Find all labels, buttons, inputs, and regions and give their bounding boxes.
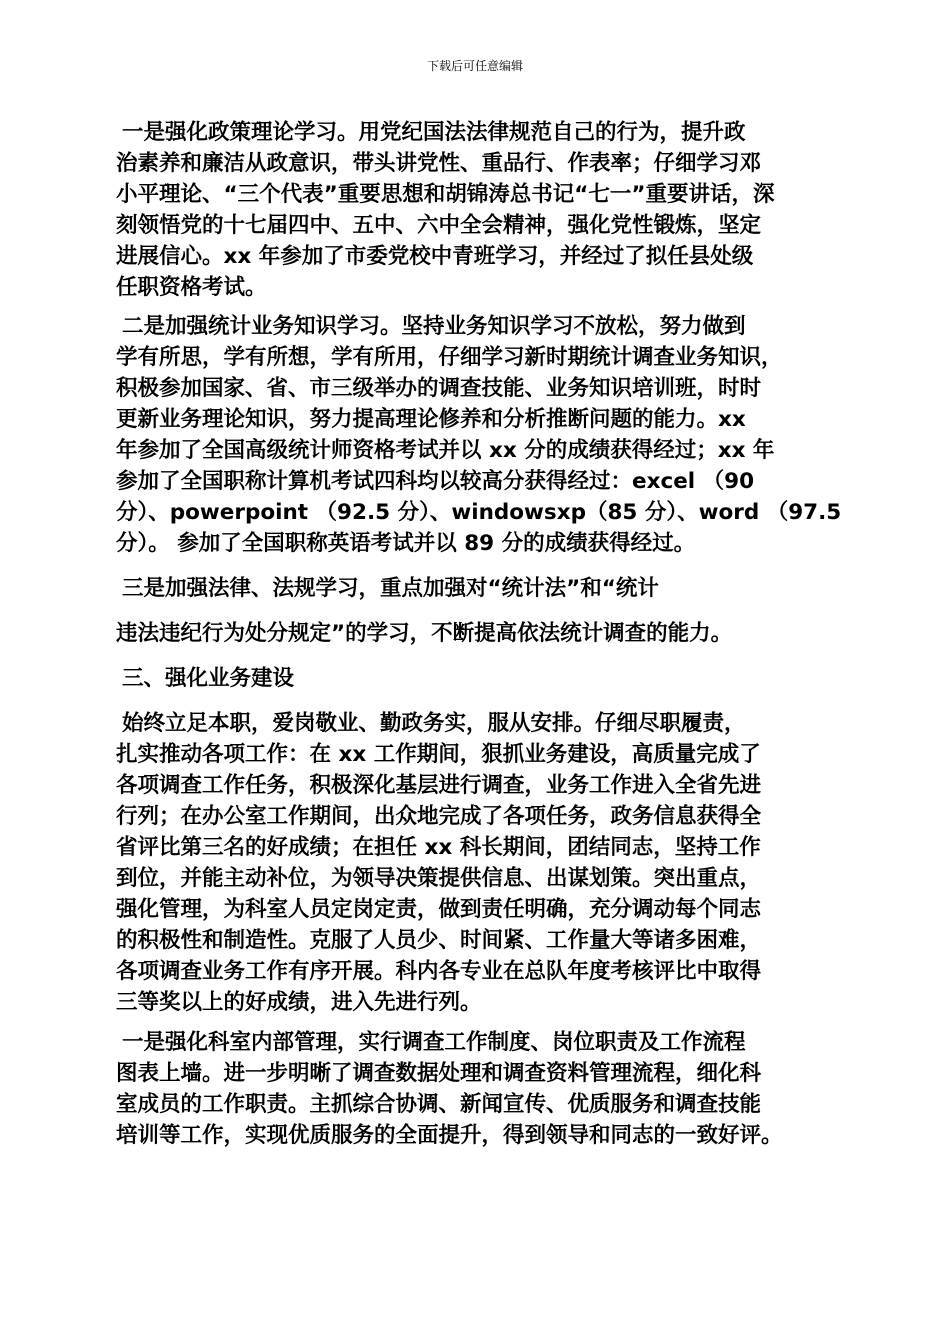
text-line: 培训等工作，实现优质服务的全面提升，得到领导和同志的一致好评。 bbox=[116, 1123, 783, 1148]
text-line: 各项调查业务工作有序开展。科内各专业在总队年度考核评比中取得 bbox=[116, 959, 762, 984]
text-line: 室成员的工作职责。主抓综合协调、新闻宣传、优质服务和调查技能 bbox=[116, 1092, 762, 1117]
text-line: 小平理论、“三个代表”重要思想和胡锦涛总书记“七一”重要讲话，深 bbox=[116, 182, 775, 207]
text-line: 三是加强法律、法规学习，重点加强对“统计法”和“统计 bbox=[122, 576, 659, 601]
paragraph-policy-study bbox=[116, 117, 854, 303]
text-line: 进展信心。xx 年参加了市委党校中青班学习，并经过了拟任县处级 bbox=[116, 244, 754, 269]
text-line: 三等奖以上的好成绩，进入先进行列。 bbox=[116, 990, 482, 1015]
text-line: 任职资格考试。 bbox=[116, 275, 267, 300]
text-line: 分）。 参加了全国职称英语考试并以 89 分的成绩获得经过。 bbox=[116, 531, 696, 556]
text-line: 更新业务理论知识，努力提高理论修养和分析推断问题的能力。xx bbox=[116, 407, 746, 432]
text-line: 强化管理，为科室人员定岗定责，做到责任明确，充分调动每个同志 bbox=[116, 897, 762, 922]
paragraph-law-study bbox=[116, 573, 854, 604]
heading-text: 三、强化业务建设 bbox=[122, 666, 295, 691]
document-body bbox=[116, 117, 854, 1151]
text-line: 参加了全国职称计算机考试四科均以较高分获得经过：excel （90 bbox=[116, 469, 755, 494]
paragraph-law-study-continued bbox=[116, 618, 854, 649]
text-line: 积极参加国家、省、市三级举办的调查技能、业务知识培训班，时时 bbox=[116, 376, 762, 401]
section-heading bbox=[116, 663, 854, 694]
text-line: 分）、powerpoint （92.5 分）、windowsxp（85 分）、word （97.5 bbox=[116, 500, 842, 525]
text-line: 始终立足本职，爱岗敬业、勤政务实，服从安排。仔细尽职履责， bbox=[122, 711, 746, 736]
text-line: 行列；在办公室工作期间，出众地完成了各项任务，政务信息获得全 bbox=[116, 804, 762, 829]
text-line: 二是加强统计业务知识学习。坚持业务知识学习不放松，努力做到 bbox=[122, 314, 746, 339]
text-line: 年参加了全国高级统计师资格考试并以 xx 分的成绩获得经过；xx 年 bbox=[116, 438, 775, 463]
text-line: 各项调查工作任务，积极深化基层进行调查，业务工作进入全省先进 bbox=[116, 773, 762, 798]
text-line: 刻领悟党的十七届四中、五中、六中全会精神，强化党性锻炼，坚定 bbox=[116, 213, 762, 238]
text-line: 一是强化科室内部管理，实行调查工作制度、岗位职责及工作流程 bbox=[122, 1030, 746, 1055]
page-header: 下载后可任意编辑 bbox=[426, 59, 523, 73]
paragraph-internal-management bbox=[116, 1027, 854, 1151]
text-line: 到位，并能主动补位，为领导决策提供信息、出谋划策。突出重点， bbox=[116, 866, 762, 891]
text-line: 扎实推动各项工作：在 xx 工作期间，狠抓业务建设，高质量完成了 bbox=[116, 742, 761, 767]
text-line: 治素养和廉洁从政意识，带头讲党性、重品行、作表率；仔细学习邓 bbox=[116, 151, 762, 176]
text-line: 图表上墙。进一步明晰了调查数据处理和调查资料管理流程，细化科 bbox=[116, 1061, 762, 1086]
paragraph-statistics-study bbox=[116, 311, 854, 559]
text-line: 违法违纪行为处分规定”的学习，不断提高依法统计调查的能力。 bbox=[116, 621, 733, 646]
text-line: 学有所思，学有所想，学有所用，仔细学习新时期统计调查业务知识， bbox=[116, 345, 783, 370]
paragraph-business-building bbox=[116, 708, 854, 1018]
text-line: 省评比第三名的好成绩；在担任 xx 科长期间，团结同志，坚持工作 bbox=[116, 835, 761, 860]
text-line: 的积极性和制造性。克服了人员少、时间紧、工作量大等诸多困难， bbox=[116, 928, 762, 953]
text-line: 一是强化政策理论学习。用党纪国法法律规范自己的行为，提升政 bbox=[122, 120, 746, 145]
